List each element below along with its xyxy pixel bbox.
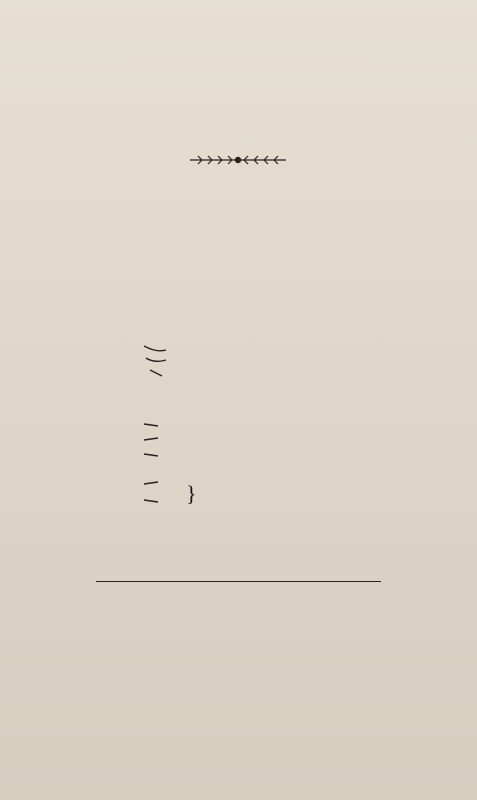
pen-marks-icon (142, 418, 160, 528)
brace-icon: } (186, 481, 197, 506)
price-row (112, 623, 372, 635)
pen-stroke-icon (140, 340, 170, 380)
price-row (112, 635, 372, 647)
performance-date (120, 173, 350, 201)
divider-ornament-icon (188, 153, 288, 167)
divider-rule (96, 581, 381, 582)
